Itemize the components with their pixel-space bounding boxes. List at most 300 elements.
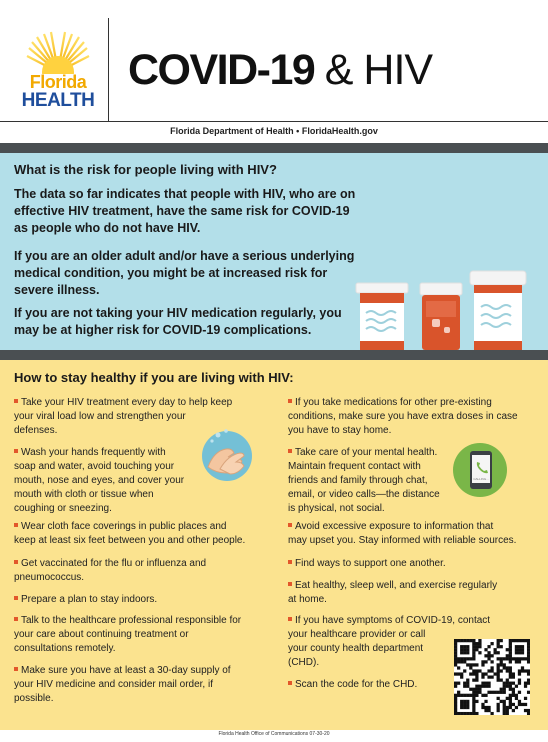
text-line: Scan the code for the CHD.	[295, 679, 418, 690]
qr-module	[460, 648, 463, 651]
qr-module	[466, 685, 469, 688]
qr-module	[497, 663, 500, 666]
bullet-icon	[288, 617, 292, 621]
qr-module	[466, 694, 469, 697]
qr-module	[503, 703, 506, 706]
qr-module	[518, 700, 521, 703]
qr-module	[466, 712, 469, 715]
qr-module	[518, 660, 521, 663]
text-line: severe illness.	[14, 283, 100, 297]
qr-module	[469, 672, 472, 675]
qr-module	[457, 666, 460, 669]
text-line: consultations remotely.	[14, 643, 116, 654]
qr-module	[469, 666, 472, 669]
qr-module	[487, 657, 490, 660]
qr-module	[515, 694, 518, 697]
text-line: as people who do not have HIV.	[14, 221, 201, 235]
qr-module	[463, 700, 466, 703]
qr-module	[460, 700, 463, 703]
qr-module	[527, 682, 530, 685]
text-line: Talk to the healthcare professional responsible for	[21, 615, 242, 626]
qr-module	[472, 657, 475, 660]
text-line: possible.	[14, 693, 54, 704]
footer-credit: Florida Health Office of Communications 07-30-20	[218, 731, 330, 737]
qr-module	[524, 697, 527, 700]
text-line: effective HIV treatment, have the same risk for COVID-19	[14, 204, 350, 218]
qr-module	[457, 682, 460, 685]
qr-module	[466, 651, 469, 654]
qr-module	[475, 712, 478, 715]
qr-module	[527, 648, 530, 651]
qr-module	[460, 703, 463, 706]
qr-module	[484, 706, 487, 709]
qr-module	[475, 645, 478, 648]
qr-module	[454, 694, 457, 697]
bullet-icon	[288, 681, 292, 685]
qr-module	[518, 682, 521, 685]
qr-module	[469, 663, 472, 666]
qr-module	[500, 639, 503, 642]
qr-module	[454, 654, 457, 657]
qr-module	[460, 639, 463, 642]
qr-module	[469, 639, 472, 642]
qr-module	[484, 672, 487, 675]
qr-module	[454, 642, 457, 645]
tip-item	[288, 520, 516, 548]
qr-module	[472, 648, 475, 651]
qr-module	[506, 648, 509, 651]
qr-module	[506, 682, 509, 685]
qr-module	[454, 645, 457, 648]
qr-module	[503, 666, 506, 669]
qr-module	[509, 697, 512, 700]
text-line: If you are an older adult and/or have a serious underlying	[14, 249, 355, 263]
qr-code[interactable]	[454, 639, 530, 715]
qr-module	[454, 660, 457, 663]
qr-module	[494, 691, 497, 694]
qr-module	[466, 648, 469, 651]
qr-module	[509, 685, 512, 688]
qr-module	[518, 672, 521, 675]
risk-paragraph-1	[14, 186, 374, 237]
qr-module	[509, 706, 512, 709]
text-line: Eat healthy, sleep well, and exercise regularly	[295, 580, 498, 591]
qr-module	[460, 672, 463, 675]
qr-module	[524, 639, 527, 642]
qr-module	[509, 642, 512, 645]
qr-module	[497, 675, 500, 678]
qr-module	[527, 657, 530, 660]
qr-module	[527, 712, 530, 715]
qr-module	[487, 685, 490, 688]
pill-bottle-icon	[470, 271, 526, 350]
qr-module	[509, 675, 512, 678]
bullet-icon	[288, 523, 292, 527]
tip-item	[288, 678, 417, 692]
qr-module	[515, 639, 518, 642]
qr-module	[466, 700, 469, 703]
qr-module	[463, 648, 466, 651]
qr-module	[503, 663, 506, 666]
qr-module	[466, 703, 469, 706]
qr-module	[454, 648, 457, 651]
qr-module	[487, 669, 490, 672]
florida-health-logo[interactable]	[16, 22, 100, 118]
qr-module	[466, 682, 469, 685]
qr-module	[506, 709, 509, 712]
qr-module	[454, 663, 457, 666]
qr-module	[472, 672, 475, 675]
tip-item	[14, 557, 206, 585]
qr-module	[463, 682, 466, 685]
tip-item	[288, 579, 497, 607]
text-line: friends and family through chat,	[288, 475, 428, 486]
qr-module	[503, 700, 506, 703]
qr-module	[475, 663, 478, 666]
qr-module	[466, 679, 469, 682]
qr-module	[481, 663, 484, 666]
qr-module	[518, 651, 521, 654]
qr-module	[509, 648, 512, 651]
qr-module	[527, 672, 530, 675]
text-line: Take your HIV treatment every day to help keep	[21, 397, 233, 408]
qr-module	[454, 651, 457, 654]
qr-module	[475, 688, 478, 691]
qr-module	[490, 654, 493, 657]
pill-bottle-icon	[420, 283, 462, 350]
tip-item	[14, 664, 231, 706]
bullet-icon	[288, 399, 292, 403]
qr-module	[487, 709, 490, 712]
qr-module	[506, 712, 509, 715]
qr-module	[454, 703, 457, 706]
qr-module	[457, 694, 460, 697]
bullet-icon	[14, 596, 18, 600]
qr-module	[463, 645, 466, 648]
qr-module	[497, 679, 500, 682]
qr-module	[503, 688, 506, 691]
qr-module	[478, 691, 481, 694]
hand-washing-icon	[198, 425, 256, 483]
qr-module	[524, 657, 527, 660]
text-line: at home.	[288, 594, 327, 605]
qr-module	[512, 688, 515, 691]
text-line: is physical, not social.	[288, 503, 385, 514]
qr-module	[472, 706, 475, 709]
qr-module	[454, 639, 457, 642]
qr-module	[472, 642, 475, 645]
qr-module	[503, 691, 506, 694]
text-line: defenses.	[14, 425, 58, 436]
qr-module	[478, 688, 481, 691]
qr-module	[509, 660, 512, 663]
qr-module	[475, 679, 478, 682]
tip-item	[14, 593, 157, 607]
qr-module	[515, 645, 518, 648]
qr-module	[500, 645, 503, 648]
text-line: Wash your hands frequently with	[21, 447, 166, 458]
qr-module	[490, 712, 493, 715]
text-line: your HIV medicine and consider mail order, if	[14, 679, 213, 690]
text-line: coughing or sneezing.	[14, 503, 112, 514]
qr-module	[463, 703, 466, 706]
qr-module	[463, 685, 466, 688]
qr-module	[478, 685, 481, 688]
text-line: Maintain frequent contact with	[288, 461, 421, 472]
qr-module	[481, 675, 484, 678]
qr-module	[472, 654, 475, 657]
qr-module	[475, 672, 478, 675]
risk-paragraph-3	[14, 305, 374, 339]
risk-question: What is the risk for people living with HIV?	[14, 162, 277, 177]
text-line: If you have symptoms of COVID-19, contact	[295, 615, 491, 626]
qr-module	[466, 657, 469, 660]
text-line: you have to stay home.	[288, 425, 392, 436]
qr-module	[509, 657, 512, 660]
qr-module	[503, 709, 506, 712]
qr-module	[484, 654, 487, 657]
qr-module	[469, 712, 472, 715]
qr-module	[521, 639, 524, 642]
qr-module	[463, 660, 466, 663]
qr-module	[494, 651, 497, 654]
text-line: Make sure you have at least a 30-day supply of	[21, 665, 231, 676]
qr-module	[515, 685, 518, 688]
qr-module	[521, 651, 524, 654]
qr-module	[518, 703, 521, 706]
qr-module	[472, 694, 475, 697]
qr-module	[497, 651, 500, 654]
qr-module	[457, 639, 460, 642]
qr-module	[463, 639, 466, 642]
bullet-icon	[14, 560, 18, 564]
qr-module	[500, 663, 503, 666]
qr-module	[512, 709, 515, 712]
qr-module	[460, 694, 463, 697]
qr-module	[484, 660, 487, 663]
bullet-icon	[14, 399, 18, 403]
qr-module	[463, 669, 466, 672]
qr-module	[524, 685, 527, 688]
risk-paragraph-2	[14, 248, 374, 299]
qr-module	[512, 675, 515, 678]
qr-module	[527, 639, 530, 642]
qr-module	[487, 645, 490, 648]
qr-module	[454, 700, 457, 703]
title-main: COVID-19	[128, 46, 325, 94]
qr-module	[472, 703, 475, 706]
qr-module	[521, 657, 524, 660]
qr-module	[478, 645, 481, 648]
qr-module	[472, 709, 475, 712]
qr-module	[475, 669, 478, 672]
qr-module	[487, 706, 490, 709]
qr-module	[518, 645, 521, 648]
phone-call-icon	[452, 442, 508, 498]
tip-item	[14, 614, 241, 656]
logo-health-text: HEALTH	[21, 90, 95, 111]
text-line: If you are not taking your HIV medication regularly, you	[14, 306, 342, 320]
qr-module	[515, 706, 518, 709]
qr-module	[527, 679, 530, 682]
qr-module	[481, 703, 484, 706]
text-line: mouth, nose and eyes, and cover your	[14, 475, 185, 486]
qr-module	[481, 685, 484, 688]
header-rule	[0, 121, 548, 122]
qr-module	[457, 691, 460, 694]
qr-module	[472, 691, 475, 694]
qr-module	[509, 688, 512, 691]
qr-module	[521, 666, 524, 669]
qr-module	[497, 691, 500, 694]
text-line: (CHD).	[288, 657, 320, 668]
qr-module	[457, 657, 460, 660]
qr-module	[497, 709, 500, 712]
qr-module	[527, 642, 530, 645]
qr-module	[503, 682, 506, 685]
tip-item	[14, 520, 245, 548]
qr-module	[512, 672, 515, 675]
qr-module	[472, 645, 475, 648]
medicine-bottles-illustration	[350, 253, 548, 350]
qr-module	[472, 700, 475, 703]
text-line: soap and water, avoid touching your	[14, 461, 175, 472]
qr-module	[460, 651, 463, 654]
qr-module	[472, 712, 475, 715]
text-line: Find ways to support one another.	[295, 558, 446, 569]
qr-module	[481, 660, 484, 663]
text-line: medical condition, you might be at increased risk for	[14, 266, 328, 280]
text-line: pneumococcus.	[14, 572, 85, 583]
qr-module	[490, 642, 493, 645]
qr-module	[527, 691, 530, 694]
qr-module	[527, 709, 530, 712]
qr-module	[484, 709, 487, 712]
qr-module	[506, 657, 509, 660]
qr-module	[497, 666, 500, 669]
qr-module	[518, 679, 521, 682]
qr-module	[515, 660, 518, 663]
qr-module	[506, 697, 509, 700]
logo-florida-text: Florida	[29, 72, 87, 92]
qr-module	[506, 706, 509, 709]
qr-module	[484, 682, 487, 685]
qr-module	[500, 669, 503, 672]
qr-module	[457, 712, 460, 715]
qr-module	[515, 651, 518, 654]
qr-module	[509, 682, 512, 685]
qr-module	[484, 700, 487, 703]
qr-module	[463, 651, 466, 654]
section-bar-top	[0, 143, 548, 153]
qr-module	[484, 694, 487, 697]
qr-module	[472, 688, 475, 691]
qr-module	[509, 666, 512, 669]
qr-module	[466, 645, 469, 648]
qr-module	[478, 669, 481, 672]
pill-bottle-icon	[356, 283, 408, 350]
text-line: If you take medications for other pre-existing	[295, 397, 492, 408]
qr-module	[475, 648, 478, 651]
qr-module	[506, 669, 509, 672]
qr-module	[460, 660, 463, 663]
qr-module	[497, 639, 500, 642]
header	[0, 0, 548, 122]
qr-module	[506, 685, 509, 688]
qr-module	[472, 663, 475, 666]
qr-module	[497, 703, 500, 706]
qr-module	[454, 706, 457, 709]
qr-module	[497, 672, 500, 675]
qr-module	[521, 648, 524, 651]
header-divider	[108, 18, 109, 122]
qr-module	[497, 697, 500, 700]
healthy-heading: How to stay healthy if you are living with HIV:	[14, 370, 294, 385]
qr-module	[509, 669, 512, 672]
bullet-icon	[14, 617, 18, 621]
qr-module	[478, 639, 481, 642]
qr-module	[475, 675, 478, 678]
qr-module	[494, 672, 497, 675]
qr-module	[515, 697, 518, 700]
qr-module	[454, 685, 457, 688]
qr-module	[466, 706, 469, 709]
text-line: The data so far indicates that people with HIV, who are on	[14, 187, 356, 201]
qr-module	[512, 657, 515, 660]
qr-module	[478, 642, 481, 645]
qr-module	[518, 648, 521, 651]
qr-module	[469, 688, 472, 691]
qr-module	[527, 669, 530, 672]
qr-module	[500, 688, 503, 691]
qr-module	[497, 645, 500, 648]
qr-module	[524, 682, 527, 685]
bullet-icon	[14, 523, 18, 527]
qr-module	[524, 709, 527, 712]
qr-module	[472, 669, 475, 672]
qr-module	[503, 685, 506, 688]
text-line: may be at higher risk for COVID-19 complications.	[14, 323, 312, 337]
qr-module	[460, 712, 463, 715]
qr-module	[454, 682, 457, 685]
qr-module	[500, 700, 503, 703]
text-line: Wear cloth face coverings in public places and	[21, 521, 227, 532]
qr-module	[506, 666, 509, 669]
text-line: Avoid excessive exposure to information that	[295, 521, 494, 532]
qr-module	[500, 691, 503, 694]
qr-module	[497, 642, 500, 645]
bullet-icon	[14, 449, 18, 453]
text-line: your care about continuing treatment or	[14, 629, 189, 640]
qr-module	[475, 642, 478, 645]
qr-module	[460, 675, 463, 678]
qr-module	[527, 654, 530, 657]
qr-module	[475, 691, 478, 694]
qr-module	[512, 703, 515, 706]
qr-module	[527, 645, 530, 648]
qr-module	[509, 651, 512, 654]
qr-module	[463, 706, 466, 709]
qr-module	[484, 648, 487, 651]
qr-module	[481, 682, 484, 685]
qr-module	[500, 657, 503, 660]
bullet-icon	[288, 560, 292, 564]
qr-module	[509, 639, 512, 642]
text-line: Prepare a plan to stay indoors.	[21, 594, 158, 605]
qr-module	[497, 657, 500, 660]
qr-module	[521, 703, 524, 706]
qr-module	[500, 679, 503, 682]
